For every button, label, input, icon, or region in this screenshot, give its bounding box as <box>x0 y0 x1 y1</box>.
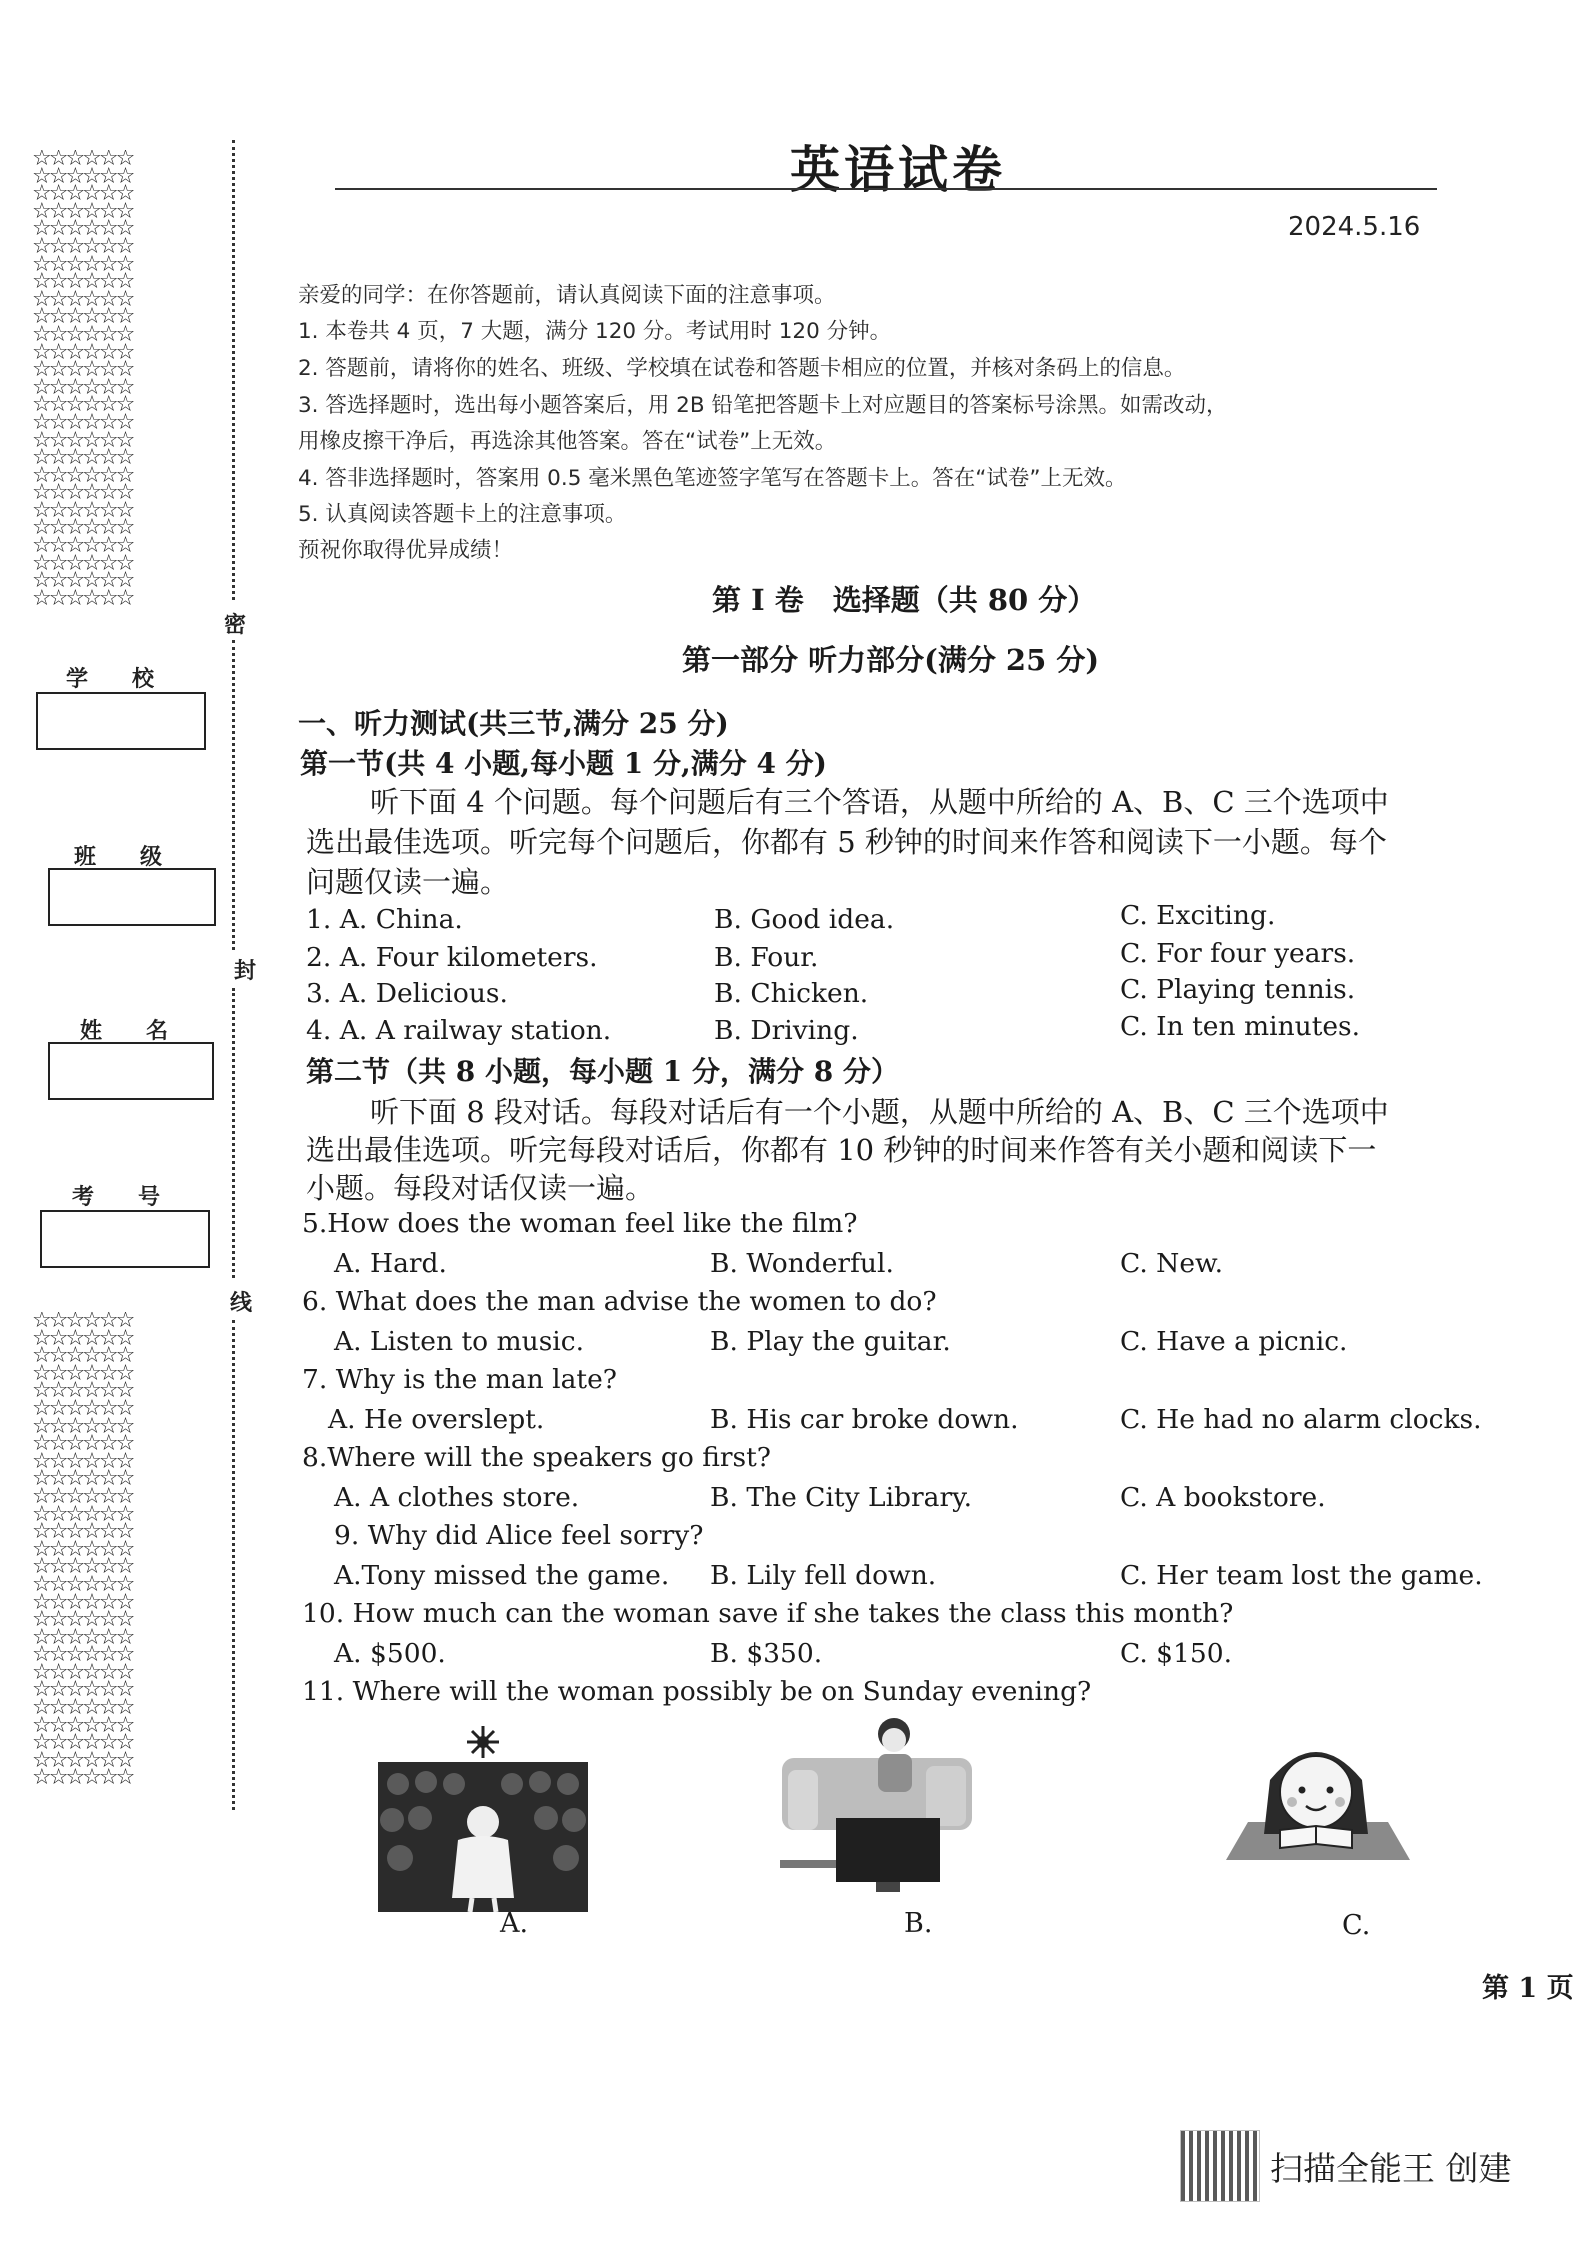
q10-option-c: C. $150. <box>1120 1638 1233 1669</box>
q5-option-c: C. New. <box>1120 1248 1224 1279</box>
seal-word-mi: 密 <box>224 613 249 638</box>
q5-option-a: A. Hard. <box>334 1248 447 1279</box>
q4-option-c: C. In ten minutes. <box>1120 1011 1361 1042</box>
q2-option-b: B. Four. <box>714 942 819 973</box>
name-field[interactable] <box>48 1042 214 1100</box>
exam-number-label: 考 号 <box>72 1185 161 1210</box>
q8-question: 8.Where will the speakers go first? <box>302 1442 772 1473</box>
class-label: 班 级 <box>74 845 163 870</box>
notice-line-1: 1. 本卷共 4 页，7 大题，满分 120 分。考试用时 120 分钟。 <box>298 319 892 344</box>
paper-heading: 第 I 卷 选择题（共 80 分） <box>712 583 1097 617</box>
star-border-top: ☆☆☆☆☆☆ ☆☆☆☆☆☆ ☆☆☆☆☆☆ ☆☆☆☆☆☆ ☆☆☆☆☆☆ ☆☆☆☆☆☆ ☆☆☆☆☆☆ ☆☆☆☆☆☆ ☆☆☆☆☆☆ ☆☆☆☆☆☆ ☆☆☆☆☆☆ ☆☆☆☆☆☆ ☆☆☆☆☆☆ ☆☆☆☆☆☆ ☆☆☆☆☆☆ ☆☆☆☆☆☆ ☆☆☆☆☆☆ ☆☆☆☆☆☆ ☆☆☆☆☆☆ ☆☆☆☆☆☆ ☆☆☆☆☆☆ ☆☆☆☆☆☆ ☆☆☆☆☆☆ ☆☆☆☆☆☆ ☆☆☆☆☆☆ ☆☆☆☆☆☆ <box>32 150 133 611</box>
picture-concert-hall <box>378 1722 588 1912</box>
q5-option-b: B. Wonderful. <box>710 1248 894 1279</box>
q8-option-b: B. The City Library. <box>710 1482 973 1513</box>
q5-question: 5.How does the woman feel like the film? <box>302 1208 858 1239</box>
q1-option-c: C. Exciting. <box>1120 900 1276 931</box>
q6-option-b: B. Play the guitar. <box>710 1326 951 1357</box>
star-border-bottom: ☆☆☆☆☆☆ ☆☆☆☆☆☆ ☆☆☆☆☆☆ ☆☆☆☆☆☆ ☆☆☆☆☆☆ ☆☆☆☆☆☆ ☆☆☆☆☆☆ ☆☆☆☆☆☆ ☆☆☆☆☆☆ ☆☆☆☆☆☆ ☆☆☆☆☆☆ ☆☆☆☆☆☆ ☆☆☆☆☆☆ ☆☆☆☆☆☆ ☆☆☆☆☆☆ ☆☆☆☆☆☆ ☆☆☆☆☆☆ ☆☆☆☆☆☆ ☆☆☆☆☆☆ ☆☆☆☆☆☆ ☆☆☆☆☆☆ ☆☆☆☆☆☆ ☆☆☆☆☆☆ ☆☆☆☆☆☆ ☆☆☆☆☆☆ ☆☆☆☆☆☆ ☆☆☆☆☆☆ <box>32 1312 133 1791</box>
q9-option-a: A.Tony missed the game. <box>334 1560 670 1591</box>
q10-option-b: B. $350. <box>710 1638 823 1669</box>
q8-option-c: C. A bookstore. <box>1120 1482 1326 1513</box>
name-label: 姓 名 <box>80 1019 169 1044</box>
page-title: 英语试卷 <box>790 140 1006 199</box>
q7-option-b: B. His car broke down. <box>710 1404 1019 1435</box>
q11-question: 11. Where will the woman possibly be on Sunday evening? <box>302 1676 1092 1707</box>
part-heading: 第一部分 听力部分(满分 25 分) <box>682 643 1100 677</box>
section2-heading: 第二节（共 8 小题，每小题 1 分，满分 8 分） <box>306 1055 899 1088</box>
scanner-watermark <box>1180 2130 1512 2202</box>
seal-line-bottom <box>232 1320 235 1810</box>
q6-question: 6. What does the man advise the women to do? <box>302 1286 937 1317</box>
q7-question: 7. Why is the man late? <box>302 1364 617 1395</box>
q9-option-c: C. Her team lost the game. <box>1120 1560 1483 1591</box>
picture-girl-reading <box>1218 1730 1414 1890</box>
school-field[interactable] <box>36 692 206 750</box>
section1-instruction-2: 问题仅读一遍。 <box>306 865 510 899</box>
notice-line-0: 亲爱的同学：在你答题前，请认真阅读下面的注意事项。 <box>298 283 836 308</box>
q10-question: 10. How much can the woman save if she takes the class this month? <box>302 1598 1234 1629</box>
scanner-text: 扫描全能王 创建 <box>1270 2148 1512 2188</box>
picture-watching-tv <box>776 1710 976 1900</box>
q3-option-b: B. Chicken. <box>714 978 869 1009</box>
school-label: 学 校 <box>66 667 155 692</box>
q4-option-b: B. Driving. <box>714 1015 859 1046</box>
q1-option-b: B. Good idea. <box>714 904 895 935</box>
q6-option-a: A. Listen to music. <box>334 1326 585 1357</box>
seal-word-feng: 封 <box>234 959 259 984</box>
qr-code-icon <box>1180 2130 1260 2202</box>
q4-option-a: 4. A. A railway station. <box>306 1015 612 1046</box>
q7-option-a: A. He overslept. <box>328 1404 545 1435</box>
notice-line-2: 2. 答题前，请将你的姓名、班级、学校填在试卷和答题卡相应的位置，并核对条码上的信息。 <box>298 356 1186 381</box>
q7-option-c: C. He had no alarm clocks. <box>1120 1404 1482 1435</box>
exam-date: 2024.5.16 <box>1288 212 1421 242</box>
seal-line-top <box>232 140 235 600</box>
section2-instruction-0: 听下面 8 段对话。每段对话后有一个小题，从题中所给的 A、B、C 三个选项中 <box>370 1095 1389 1129</box>
section1-instruction-1: 选出最佳选项。听完每个问题后，你都有 5 秒钟的时间来作答和阅读下一小题。每个 <box>306 825 1387 859</box>
title-rule <box>335 188 1437 190</box>
q1-option-a: 1. A. China. <box>306 904 463 935</box>
notice-line-6: 5. 认真阅读答题卡上的注意事项。 <box>298 502 627 527</box>
picture-label-c: C. <box>1342 1910 1371 1941</box>
page-number: 第 1 页 <box>1482 1973 1574 2004</box>
section-main-heading: 一、听力测试(共三节,满分 25 分) <box>298 707 729 740</box>
section2-instruction-1: 选出最佳选项。听完每段对话后，你都有 10 秒钟的时间来作答有关小题和阅读下一 <box>306 1133 1377 1167</box>
q8-option-a: A. A clothes store. <box>334 1482 580 1513</box>
section2-instruction-2: 小题。每段对话仅读一遍。 <box>306 1171 655 1205</box>
q3-option-a: 3. A. Delicious. <box>306 978 508 1009</box>
picture-label-b: B. <box>904 1908 933 1939</box>
q3-option-c: C. Playing tennis. <box>1120 974 1356 1005</box>
seal-line-middle-2 <box>232 988 235 1278</box>
q2-option-a: 2. A. Four kilometers. <box>306 942 598 973</box>
section1-heading: 第一节(共 4 小题,每小题 1 分,满分 4 分) <box>300 747 827 780</box>
section1-instruction-0: 听下面 4 个问题。每个问题后有三个答语，从题中所给的 A、B、C 三个选项中 <box>370 785 1389 819</box>
q9-question: 9. Why did Alice feel sorry? <box>334 1520 704 1551</box>
q10-option-a: A. $500. <box>334 1638 446 1669</box>
q2-option-c: C. For four years. <box>1120 938 1356 969</box>
seal-line-middle-1 <box>232 640 235 950</box>
notice-line-5: 4. 答非选择题时，答案用 0.5 毫米黑色笔迹签字笔写在答题卡上。答在“试卷”上无效。 <box>298 466 1127 491</box>
q6-option-c: C. Have a picnic. <box>1120 1326 1348 1357</box>
notice-line-3: 3. 答选择题时，选出每小题答案后，用 2B 铅笔把答题卡上对应题目的答案标号涂黑。如需改动， <box>298 393 1228 418</box>
notice-line-7: 预祝你取得优异成绩！ <box>298 538 514 563</box>
q9-option-b: B. Lily fell down. <box>710 1560 937 1591</box>
seal-word-xian: 线 <box>230 1291 255 1316</box>
class-field[interactable] <box>48 868 216 926</box>
notice-line-4: 用橡皮擦干净后，再选涂其他答案。答在“试卷”上无效。 <box>298 429 837 454</box>
picture-label-a: A. <box>500 1908 529 1939</box>
exam-number-field[interactable] <box>40 1210 210 1268</box>
